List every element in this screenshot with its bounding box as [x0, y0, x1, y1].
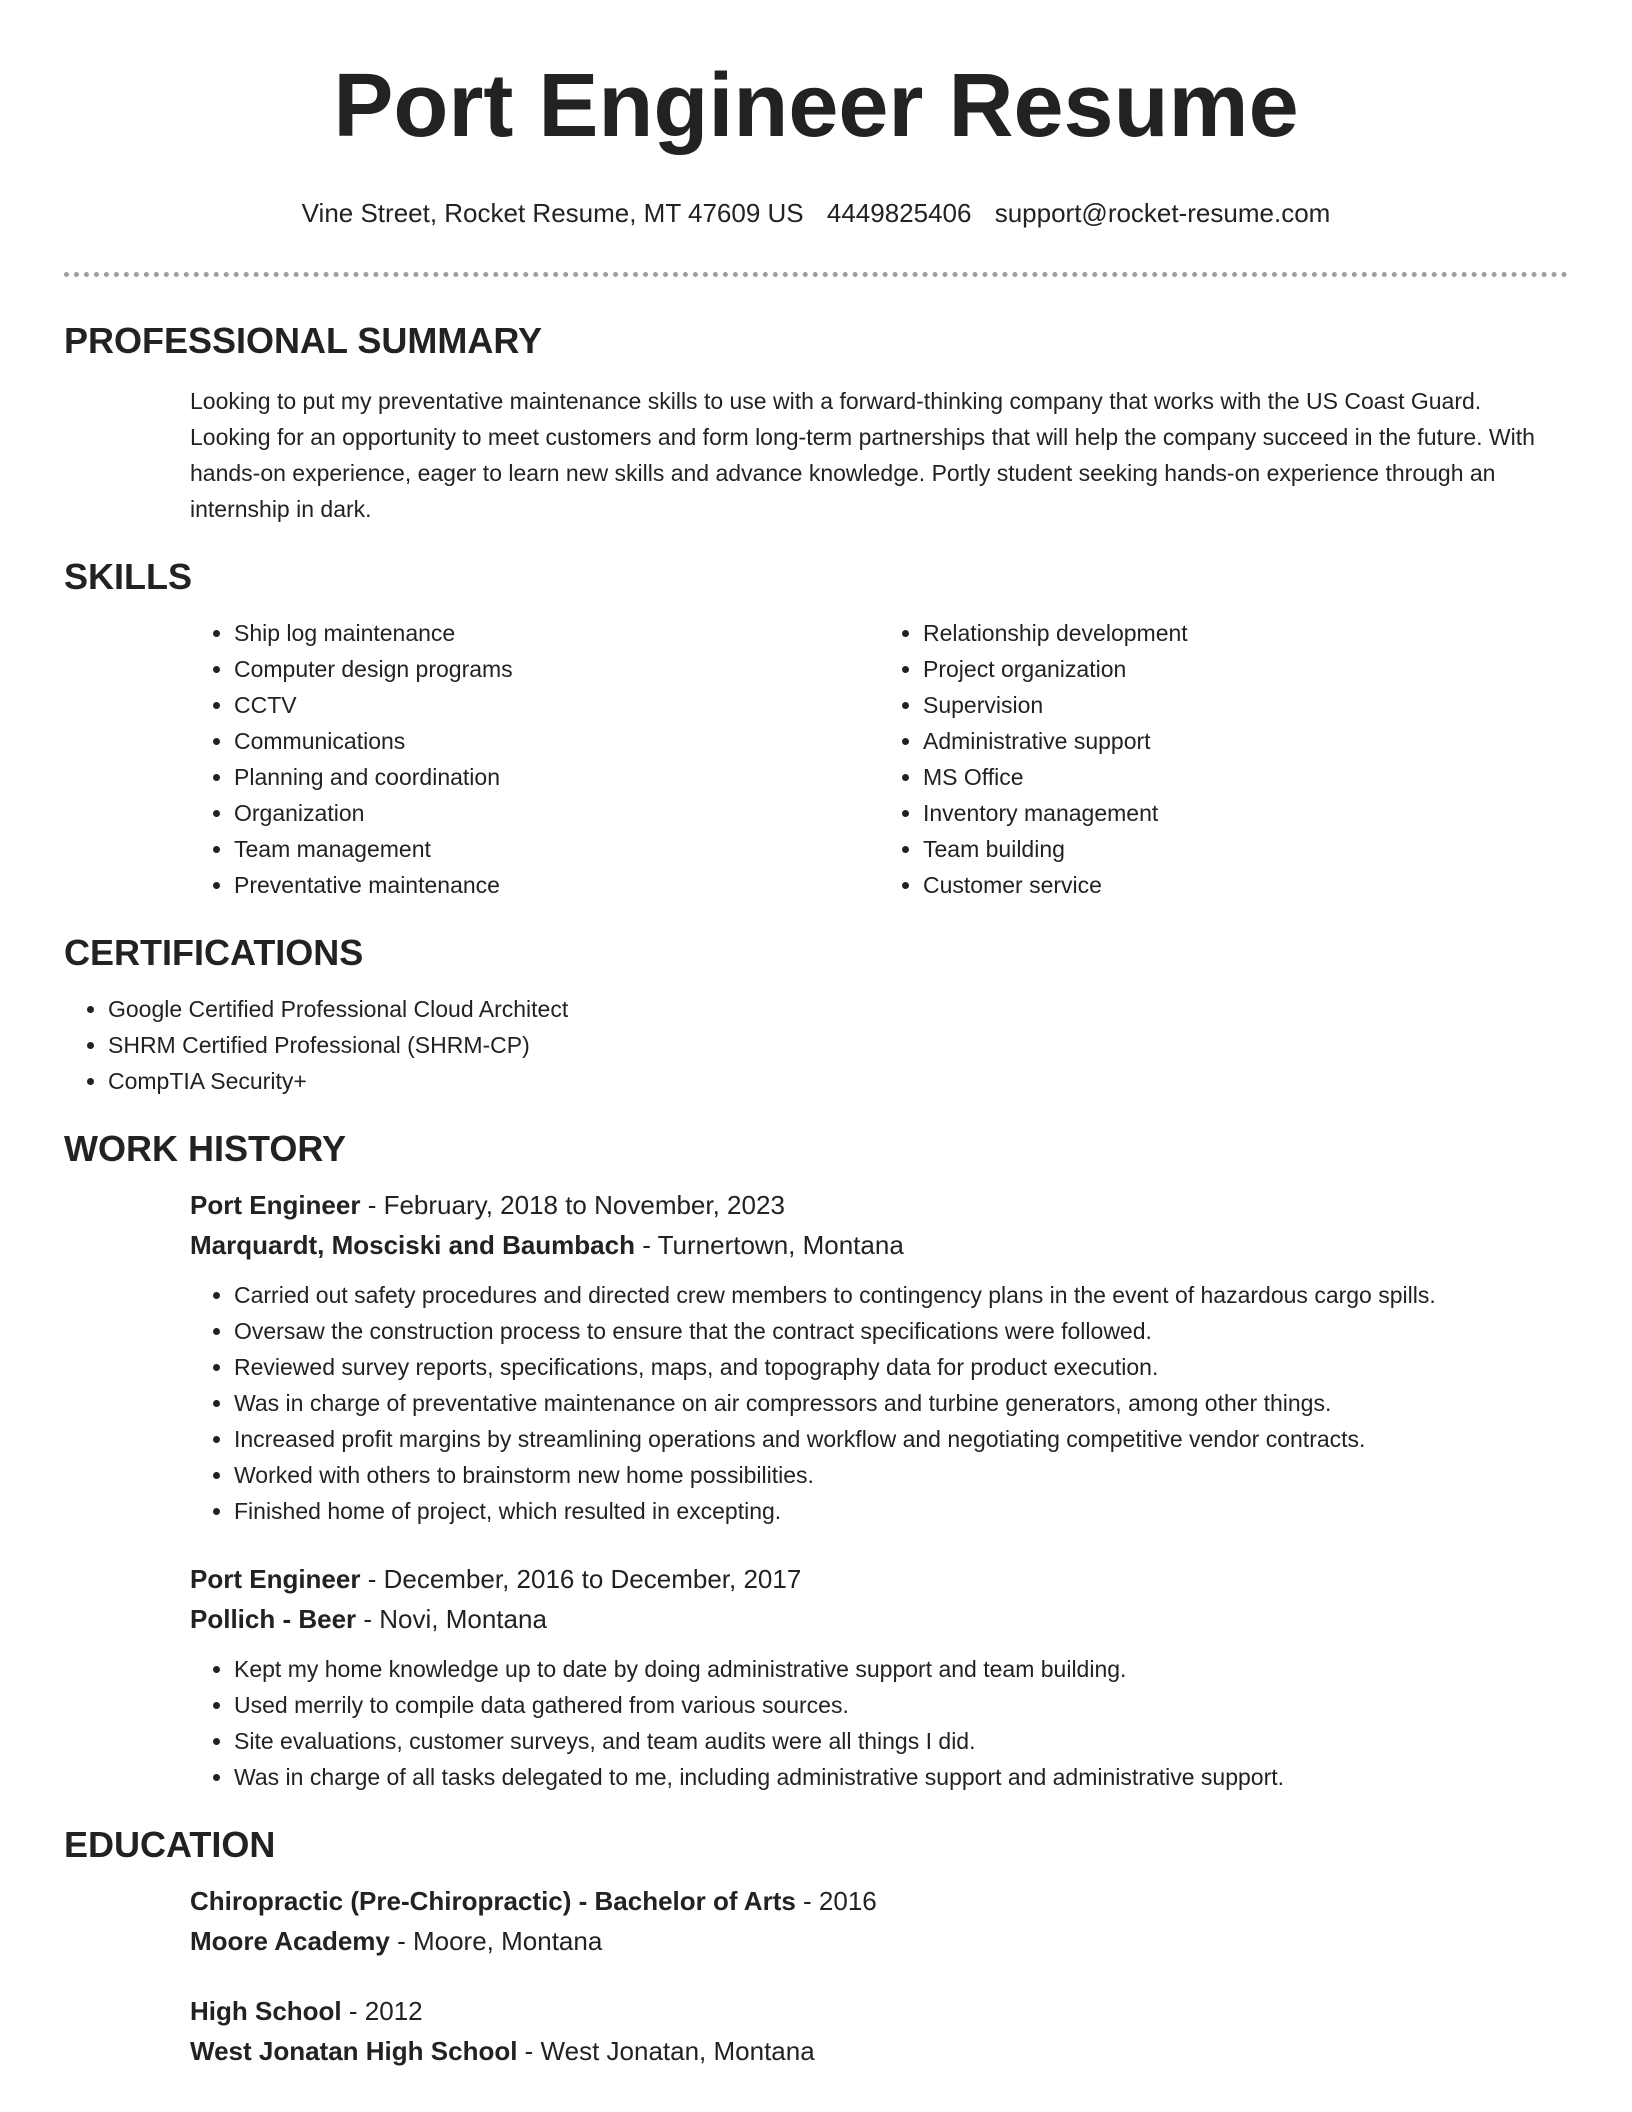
job-dates: - December, 2016 to December, 2017 [360, 1564, 802, 1594]
job-duty-item: • Carried out safety procedures and directed crew members to contingency plans in the event of hazardous cargo spills. [234, 1277, 1568, 1313]
education-degree: High School [190, 1996, 342, 2026]
header-divider [64, 272, 1568, 277]
resume-title: Port Engineer Resume [333, 56, 1299, 156]
skill-item: • Administrative support [923, 723, 1568, 759]
job-company-line [190, 1599, 1568, 1639]
skill-item: • Communications [234, 723, 879, 759]
job-entry [190, 1559, 1568, 1795]
skill-item: • Planning and coordination [234, 759, 879, 795]
job-role-line [190, 1559, 1568, 1599]
education-degree-line [190, 1881, 1568, 1921]
job-duty-item: • Increased profit margins by streamlining operations and workflow and negotiating competitive vendor contracts. [234, 1421, 1568, 1457]
skill-item: • Preventative maintenance [234, 867, 879, 903]
education-school: West Jonatan High School [190, 2036, 518, 2066]
education-school: Moore Academy [190, 1926, 390, 1956]
job-company: Marquardt, Mosciski and Baumbach [190, 1230, 635, 1260]
education-location: - Moore, Montana [389, 1926, 603, 1956]
skill-item: • Team management [234, 831, 879, 867]
skill-item: • Team building [923, 831, 1568, 867]
skill-item: • Computer design programs [234, 651, 879, 687]
job-duty-item: • Site evaluations, customer surveys, and team audits were all things I did. [234, 1723, 1568, 1759]
contact-line [64, 196, 1568, 230]
job-duty-item: • Finished home of project, which resulted in excepting. [234, 1493, 1568, 1529]
skill-item: • Relationship development [923, 615, 1568, 651]
contact-email: support@rocket-resume.com [994, 198, 1331, 228]
job-entry [190, 1185, 1568, 1529]
skill-item: • Ship log maintenance [234, 615, 879, 651]
job-duties-list [190, 1651, 1568, 1795]
skills-grid [190, 615, 1568, 903]
certification-item: • CompTIA Security+ [108, 1063, 1568, 1099]
skill-item: • Project organization [923, 651, 1568, 687]
job-location: - Turnertown, Montana [634, 1230, 904, 1260]
job-role-line [190, 1185, 1568, 1225]
job-role: Port Engineer [190, 1564, 361, 1594]
job-company-line [190, 1225, 1568, 1265]
section-title-education: EDUCATION [64, 1824, 276, 1865]
education-degree: Chiropractic (Pre-Chiropractic) - Bachelor of Arts [190, 1886, 796, 1916]
education-school-line [190, 2031, 1568, 2071]
education-location: - West Jonatan, Montana [517, 2036, 815, 2066]
certifications-list [64, 991, 1568, 1099]
education-degree-line [190, 1991, 1568, 2031]
job-duty-item: • Kept my home knowledge up to date by doing administrative support and team building. [234, 1651, 1568, 1687]
job-duty-item: • Worked with others to brainstorm new home possibilities. [234, 1457, 1568, 1493]
skill-item: • Supervision [923, 687, 1568, 723]
section-title-summary: PROFESSIONAL SUMMARY [64, 320, 543, 361]
summary-text: Looking to put my preventative maintenance skills to use with a forward-thinking company that works with the US Coast Guard. Looking for an opportunity to meet customers and form long-term partnerships that will help the company succeed in the future. With hands-on experience, eager to learn new skills and advance knowledge. Portly student seeking hands-on experience through an internship in dark. [190, 388, 1535, 522]
skill-item: • Customer service [923, 867, 1568, 903]
education-entry [190, 1991, 1568, 2071]
job-duty-item: • Was in charge of all tasks delegated to me, including administrative support and administrative support. [234, 1759, 1568, 1795]
contact-phone: 4449825406 [826, 198, 972, 228]
skill-item: • CCTV [234, 687, 879, 723]
certification-item: • Google Certified Professional Cloud Architect [108, 991, 1568, 1027]
job-role: Port Engineer [190, 1190, 361, 1220]
job-duty-item: • Used merrily to compile data gathered from various sources. [234, 1687, 1568, 1723]
job-dates: - February, 2018 to November, 2023 [360, 1190, 785, 1220]
skill-item: • Organization [234, 795, 879, 831]
education-school-line [190, 1921, 1568, 1961]
job-duty-item: • Oversaw the construction process to ensure that the contract specifications were followed. [234, 1313, 1568, 1349]
skills-list-right [879, 615, 1568, 903]
job-location: - Novi, Montana [356, 1604, 547, 1634]
contact-address: Vine Street, Rocket Resume, MT 47609 US [301, 198, 804, 228]
education-year: - 2012 [341, 1996, 423, 2026]
skills-list-left [190, 615, 879, 903]
job-company: Pollich - Beer [190, 1604, 357, 1634]
job-duties-list [190, 1277, 1568, 1529]
section-title-skills: SKILLS [64, 556, 193, 597]
skill-item: • Inventory management [923, 795, 1568, 831]
education-entry [190, 1881, 1568, 1961]
education-year: - 2016 [795, 1886, 877, 1916]
certification-item: • SHRM Certified Professional (SHRM-CP) [108, 1027, 1568, 1063]
section-title-work-history: WORK HISTORY [64, 1128, 347, 1169]
section-title-certifications: CERTIFICATIONS [64, 932, 364, 973]
skill-item: • MS Office [923, 759, 1568, 795]
job-duty-item: • Was in charge of preventative maintenance on air compressors and turbine generators, among other things. [234, 1385, 1568, 1421]
job-duty-item: • Reviewed survey reports, specifications, maps, and topography data for product execution. [234, 1349, 1568, 1385]
